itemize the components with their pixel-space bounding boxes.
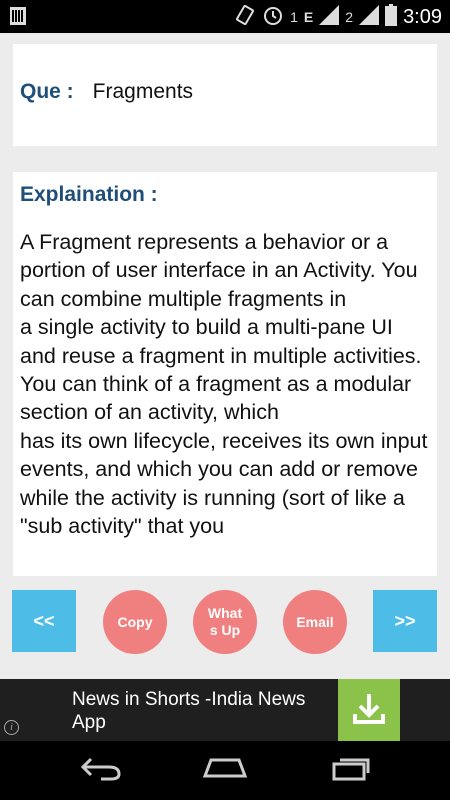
whatsup-button[interactable] — [193, 590, 257, 654]
ad-title: News in Shorts -India News App — [72, 689, 306, 733]
notification-icon — [10, 7, 26, 29]
signal-icon — [359, 5, 379, 29]
question-card — [13, 44, 437, 146]
whatsup-label: Whats Up — [207, 605, 243, 638]
explanation-title: Explaination : — [20, 183, 158, 206]
explanation-text: A Fragment represents a behavior or a portion of user interface in an Activity. You can combine multiple fragments in a single activity to build a multi-pane UI and reuse a fragment in multiple activities. You can think of a fragment as a modular section of an activity, which has its own lifecycle, receives its own input events, and which you can add or remove while the activity is running (sort of like a "sub activity" that you — [20, 230, 428, 539]
alarm-icon — [262, 4, 284, 30]
back-icon — [77, 755, 123, 785]
download-button[interactable] — [338, 679, 400, 741]
question-text: Fragments — [92, 80, 194, 103]
question-label: Que : — [20, 80, 74, 103]
info-icon[interactable]: i — [4, 720, 19, 735]
ad-banner[interactable] — [0, 679, 450, 741]
copy-button[interactable]: Copy — [103, 590, 167, 654]
home-button[interactable] — [195, 753, 255, 787]
network-type-label: E — [303, 9, 314, 25]
app-content — [0, 33, 450, 679]
navigation-bar — [0, 741, 450, 800]
recents-icon — [328, 755, 372, 785]
download-icon — [349, 688, 389, 732]
recents-button[interactable] — [320, 753, 380, 787]
previous-button[interactable]: << — [12, 590, 76, 652]
rotate-icon — [234, 4, 256, 30]
status-bar — [0, 0, 450, 33]
explanation-card[interactable] — [13, 172, 437, 576]
battery-icon — [385, 4, 397, 30]
email-button[interactable]: Email — [283, 590, 347, 654]
back-button[interactable] — [70, 753, 130, 787]
next-button[interactable]: >> — [373, 590, 437, 652]
clock: 3:09 — [403, 5, 442, 28]
home-icon — [201, 756, 249, 784]
sim2-label: 2 — [345, 9, 354, 25]
signal-icon — [319, 5, 339, 29]
sim1-label: 1 — [290, 9, 298, 25]
